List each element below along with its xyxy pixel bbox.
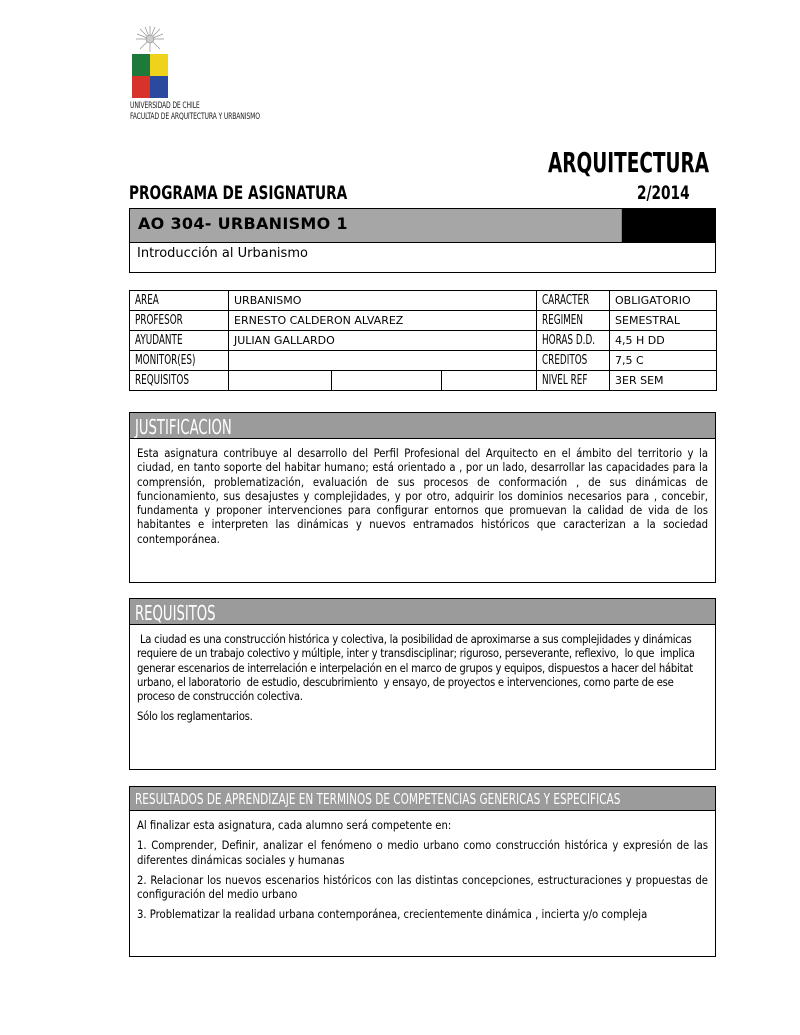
label-cell: REQUISITOS [130,371,229,391]
value-cell: 4,5 H DD [610,331,717,351]
list-item: 1. Comprender, Definir, analizar el fenómeno o medio urbano como construcción histórica y expresión de las diferentes dinámicas sociales y humanas [137,839,708,867]
course-header-box [129,208,716,273]
value-cell: URBANISMO [229,291,537,311]
table-row [130,351,717,371]
label-cell: REGIMEN [537,311,610,331]
section-body [130,625,715,725]
value-cell [332,371,442,391]
label-cell: CREDITOS [537,351,610,371]
course-code-bar [130,209,622,242]
label-cell: AREA [130,291,229,311]
course-code-title: AO 304- URBANISMO 1 [138,214,348,233]
section-header [130,413,715,439]
section-title: RESULTADOS DE APRENDIZAJE EN TERMINOS DE COMPETENCIAS GENERICAS Y ESPECIFICAS [135,790,621,808]
resultados-section [129,786,716,957]
paragraph: Sólo los reglamentarios. [137,710,253,724]
program-area-title: ARQUITECTURA [548,146,710,179]
course-subtitle: Introducción al Urbanismo [137,246,308,261]
value-cell: ERNESTO CALDERON ALVAREZ [229,311,537,331]
paragraph: Esta asignatura contribuye al desarrollo del Perfil Profesional del Arquitecto en el ámbito del territorio y la ciudad, en tanto soporte del habitar humano; está orientado a , por un lado, desarrollar las capacidades para la comprensión, problematización, evaluación de sus procesos de conformación , de sus dinámicas de funcionamiento, sus desajustes y complejidades, y por otro, adquirir los dominios necesarios para , concebir, fundamenta y proponer intervenciones para configurar entornos que promuevan la calidad de vida de los habitantes e interpreten las dinámicas y nuevos entramados históricos que caracterizan a la sociedad contemporánea. [137,447,708,546]
value-cell: OBLIGATORIO [610,291,717,311]
table-row [130,331,717,351]
section-body [130,811,715,923]
course-info-table [129,290,717,391]
list-item: 3. Problematizar la realidad urbana contemporánea, crecientemente dinámica , incierta y/o compleja [137,908,648,922]
justificacion-section [129,412,716,583]
value-cell: 3ER SEM [610,371,717,391]
value-cell: 7,5 C [610,351,717,371]
course-code-accent [622,209,715,242]
list-item: 2. Relacionar los nuevos escenarios históricos con las distintas concepciones, estructuraciones y propuestas de configuración del medio urbano [137,873,708,902]
university-logo [130,26,170,98]
value-cell [229,371,332,391]
section-body [130,439,715,547]
table-row [130,371,717,391]
label-cell: PROFESOR [130,311,229,331]
label-cell: AYUDANTE [130,331,229,351]
document-title: PROGRAMA DE ASIGNATURA [129,182,348,204]
value-cell [442,371,537,391]
university-name: UNIVERSIDAD DE CHILE [130,101,200,111]
intro-text: Al finalizar esta asignatura, cada alumno será competente en: [137,819,452,832]
section-header [130,599,715,625]
value-cell: SEMESTRAL [610,311,717,331]
section-title: JUSTIFICACION [135,415,232,439]
shield-icon [132,54,168,98]
period-label: 2/2014 [637,182,690,204]
label-cell: MONITOR(ES) [130,351,229,371]
value-cell: JULIAN GALLARDO [229,331,537,351]
faculty-name: FACULTAD DE ARQUITECTURA Y URBANISMO [130,112,260,122]
sun-emblem-icon [134,26,166,52]
section-title: REQUISITOS [135,601,216,625]
requisitos-section [129,598,716,770]
label-cell: HORAS D.D. [537,331,610,351]
table-row [130,311,717,331]
label-cell: NIVEL REF [537,371,610,391]
value-cell [229,351,537,371]
table-row [130,291,717,311]
paragraph: La ciudad es una construcción histórica y colectiva, la posibilidad de aproximarse a sus complejidades y dinámicas requiere de un trabajo colectivo y múltiple, inter y transdisciplinar; riguroso, perseverante, reflexivo, lo que implica generar escenarios de interrelación e interpelación en el marco de grupos y equipos, dispuestos a hacer del hábitat urbano, el laboratorio de estudio, descubrimiento y ensayo, de proyectos e intervenciones, como parte de ese proceso de construcción colectiva. [137,633,698,704]
label-cell: CARACTER [537,291,610,311]
section-header [130,787,715,811]
divider [130,242,715,243]
